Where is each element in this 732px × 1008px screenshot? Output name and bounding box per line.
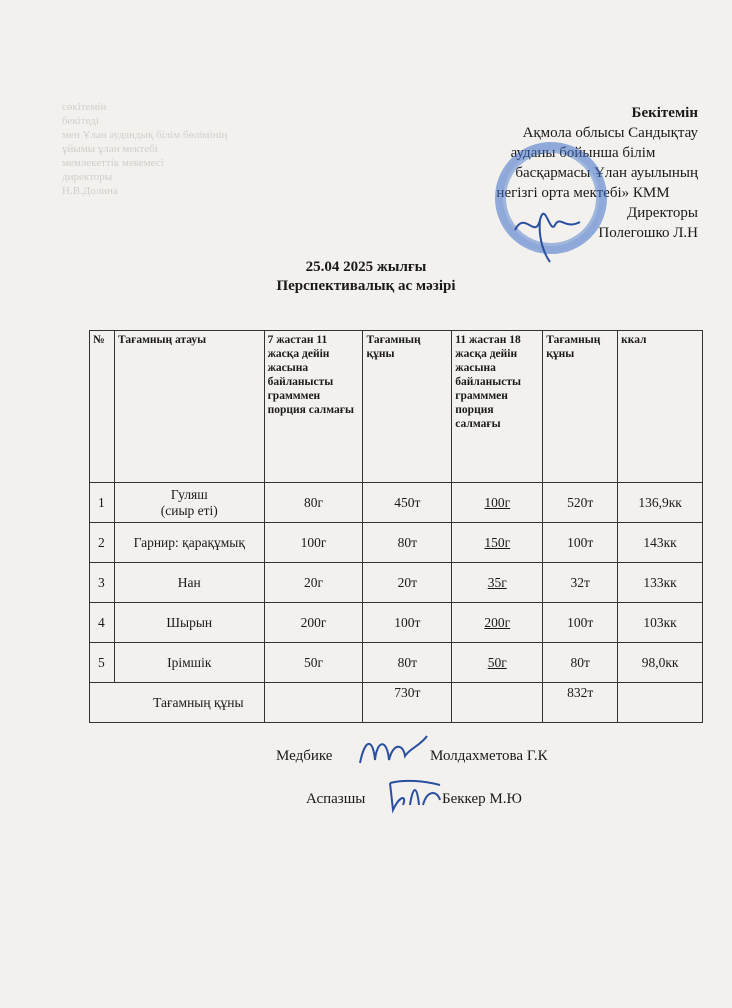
weight-11-18: 200г	[452, 603, 543, 643]
kcal: 136,9кк	[618, 483, 703, 523]
approval-line: басқармасы Ұлан ауылының	[515, 165, 698, 181]
cost-7-11: 80т	[363, 643, 452, 683]
bleed-through-text: сөкітемін бекітеді мен Ұлан аудандық білім бөлімінің ұйымы ұлан мектебі мемлекеттік мекемесі директоры Н.В.Долина	[62, 101, 228, 197]
cost-11-18: 100т	[543, 523, 618, 563]
cost-7-11: 450т	[363, 483, 452, 523]
weight-7-11: 50г	[264, 643, 363, 683]
table-row	[90, 643, 703, 683]
col-header-weight-7-11: 7 жастан 11 жасқа дейін жасына байланысты грамммен порция салмағы	[264, 331, 363, 483]
weight-7-11: 100г	[264, 523, 363, 563]
total-empty-cell	[618, 683, 703, 723]
dish-name: Гарнир: қарақұмық	[114, 523, 264, 563]
kcal: 133кк	[618, 563, 703, 603]
col-header-kcal: ккал	[618, 331, 703, 483]
director-signature	[510, 200, 590, 265]
col-header-cost-7-11: Тағамның құны	[363, 331, 452, 483]
table-row	[90, 563, 703, 603]
cost-7-11: 80т	[363, 523, 452, 563]
approval-line: ауданы бойынша білім	[510, 145, 656, 161]
col-header-weight-11-18: 11 жастан 18 жасқа дейін жасына байланысты грамммен порция салмағы	[452, 331, 543, 483]
cost-11-18: 520т	[543, 483, 618, 523]
col-header-number: №	[90, 331, 115, 483]
kcal: 98,0кк	[618, 643, 703, 683]
dish-name: Шырын	[114, 603, 264, 643]
cost-11-18: 100т	[543, 603, 618, 643]
menu-date: 25.04 2025 жылғы	[305, 259, 427, 275]
total-cost-7-11: 730т	[363, 683, 452, 723]
row-number: 5	[90, 643, 115, 683]
dish-name: Ірімшік	[114, 643, 264, 683]
medic-signature	[355, 728, 430, 773]
table-total-row	[90, 683, 703, 723]
dish-name: Гуляш (сиыр еті)	[114, 483, 264, 523]
kcal: 143кк	[618, 523, 703, 563]
dish-name: Нан	[114, 563, 264, 603]
cook-name: Беккер М.Ю	[442, 791, 522, 807]
weight-11-18: 35г	[452, 563, 543, 603]
weight-11-18: 50г	[452, 643, 543, 683]
weight-7-11: 20г	[264, 563, 363, 603]
total-cost-11-18: 832т	[543, 683, 618, 723]
cook-signature	[385, 775, 445, 815]
cost-11-18: 80т	[543, 643, 618, 683]
row-number: 4	[90, 603, 115, 643]
cost-7-11: 20т	[363, 563, 452, 603]
total-label: Тағамның құны	[90, 683, 265, 723]
total-empty-cell	[264, 683, 363, 723]
approval-line: Полегошко Л.Н	[598, 225, 698, 241]
col-header-cost-11-18: Тағамның құны	[543, 331, 618, 483]
cost-11-18: 32т	[543, 563, 618, 603]
weight-7-11: 80г	[264, 483, 363, 523]
medic-name: Молдахметова Г.К	[430, 748, 548, 764]
col-header-dish: Тағамның атауы	[114, 331, 264, 483]
cost-7-11: 100т	[363, 603, 452, 643]
approval-line: Ақмола облысы Сандықтау	[522, 125, 698, 141]
table-row	[90, 523, 703, 563]
medic-role: Медбике	[276, 748, 333, 764]
table-row	[90, 483, 703, 523]
weight-11-18: 100г	[452, 483, 543, 523]
table-row	[90, 603, 703, 643]
row-number: 3	[90, 563, 115, 603]
approval-line: негізгі орта мектебі» КММ	[496, 185, 670, 201]
weight-7-11: 200г	[264, 603, 363, 643]
weight-11-18: 150г	[452, 523, 543, 563]
approval-line: Директоры	[627, 205, 698, 221]
row-number: 2	[90, 523, 115, 563]
table-header-row	[90, 331, 703, 483]
kcal: 103кк	[618, 603, 703, 643]
row-number: 1	[90, 483, 115, 523]
approval-heading: Бекітемін	[631, 105, 698, 121]
total-empty-cell	[452, 683, 543, 723]
menu-title: Перспективалық ас мәзірі	[276, 278, 456, 294]
cook-role: Аспазшы	[306, 791, 366, 807]
menu-table	[89, 330, 703, 723]
